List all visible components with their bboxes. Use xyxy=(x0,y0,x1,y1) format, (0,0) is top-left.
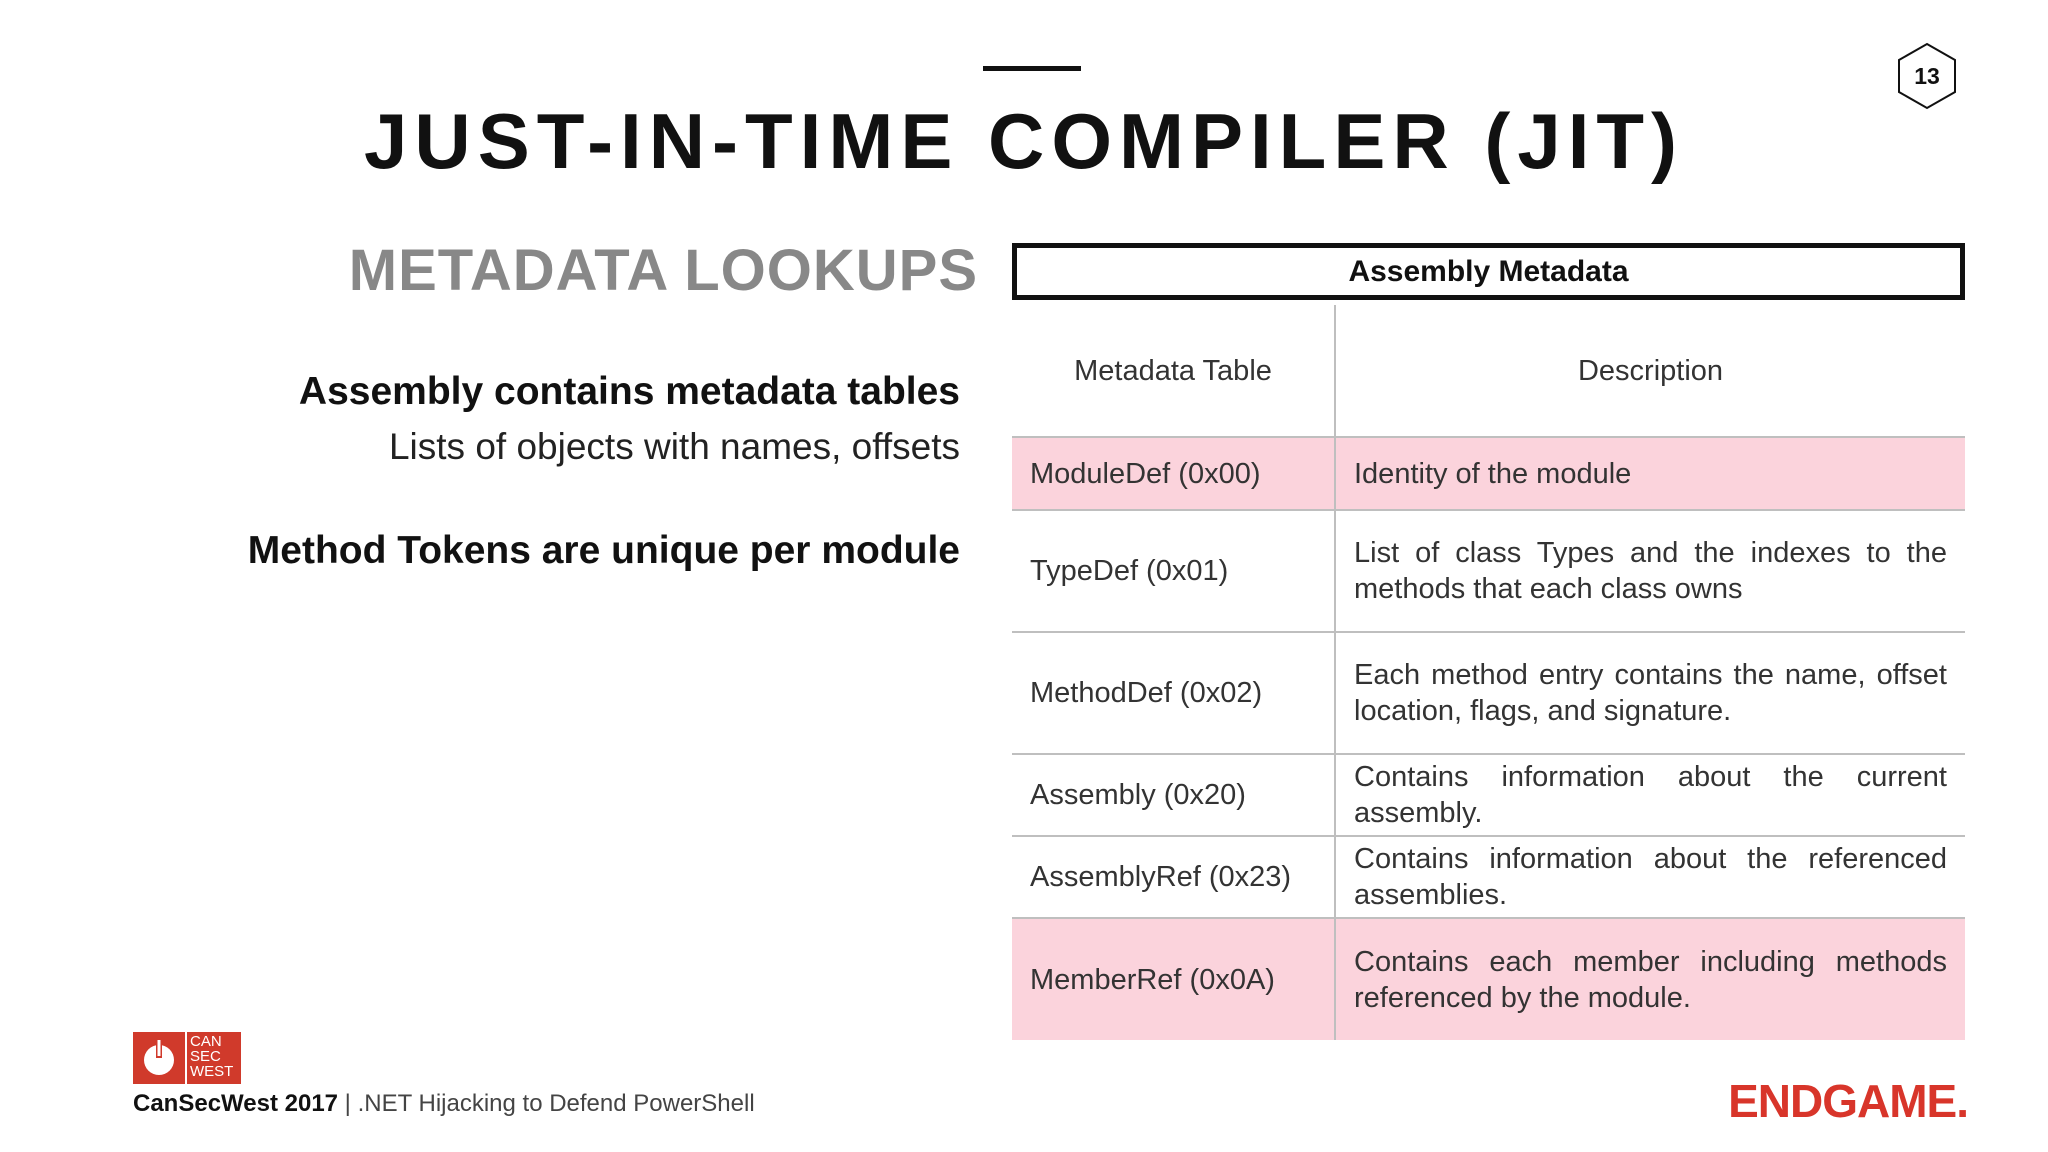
event-name: CanSecWest 2017 xyxy=(133,1090,339,1117)
logo-line: SEC xyxy=(190,1048,221,1065)
section-subtitle: METADATA LOOKUPS xyxy=(348,238,978,303)
row-name: MemberRef (0x0A) xyxy=(1012,918,1335,1040)
bullet-assembly-tables: Assembly contains metadata tables xyxy=(298,370,960,413)
title-rule xyxy=(983,66,1081,71)
table-row xyxy=(1012,918,1965,1040)
row-name: Assembly (0x20) xyxy=(1012,754,1335,836)
logo-text xyxy=(185,1032,233,1084)
header-metadata-table: Metadata Table xyxy=(1012,305,1335,437)
row-name: AssemblyRef (0x23) xyxy=(1012,836,1335,918)
bullet-method-tokens: Method Tokens are unique per module xyxy=(247,529,960,572)
table-caption: Assembly Metadata xyxy=(1012,243,1965,300)
row-description: Contains information about the current assembly. xyxy=(1335,754,1965,836)
table-row xyxy=(1012,437,1965,510)
table-row xyxy=(1012,754,1965,836)
row-description: Identity of the module xyxy=(1335,437,1965,510)
page-number: 13 xyxy=(1914,63,1940,89)
logo-line: WEST xyxy=(190,1063,234,1080)
row-description: Each method entry contains the name, offset location, flags, and signature. xyxy=(1335,632,1965,754)
slide-title: JUST-IN-TIME COMPILER (JIT) xyxy=(364,97,1684,185)
endgame-logo: ENDGAME. xyxy=(1728,1075,1968,1127)
page-number-badge xyxy=(1896,42,1958,110)
row-description: Contains information about the referenced assemblies. xyxy=(1335,836,1965,918)
cansecwest-logo xyxy=(133,1032,241,1084)
row-name: ModuleDef (0x00) xyxy=(1012,437,1335,510)
row-name: TypeDef (0x01) xyxy=(1012,510,1335,632)
table-row xyxy=(1012,836,1965,918)
row-description: List of class Types and the indexes to the methods that each class owns xyxy=(1335,510,1965,632)
table-header-row xyxy=(1012,305,1965,437)
row-description: Contains each member including methods referenced by the module. xyxy=(1335,918,1965,1040)
table-row xyxy=(1012,632,1965,754)
footer-text xyxy=(133,1090,755,1118)
power-icon xyxy=(133,1032,185,1084)
table-row xyxy=(1012,510,1965,632)
logo-line: CAN xyxy=(190,1033,222,1050)
bullet-assembly-tables-detail: Lists of objects with names, offsets xyxy=(388,426,960,467)
talk-title: | .NET Hijacking to Defend PowerShell xyxy=(338,1090,755,1117)
header-description: Description xyxy=(1335,305,1965,437)
row-name: MethodDef (0x02) xyxy=(1012,632,1335,754)
metadata-table xyxy=(1012,305,1965,1040)
